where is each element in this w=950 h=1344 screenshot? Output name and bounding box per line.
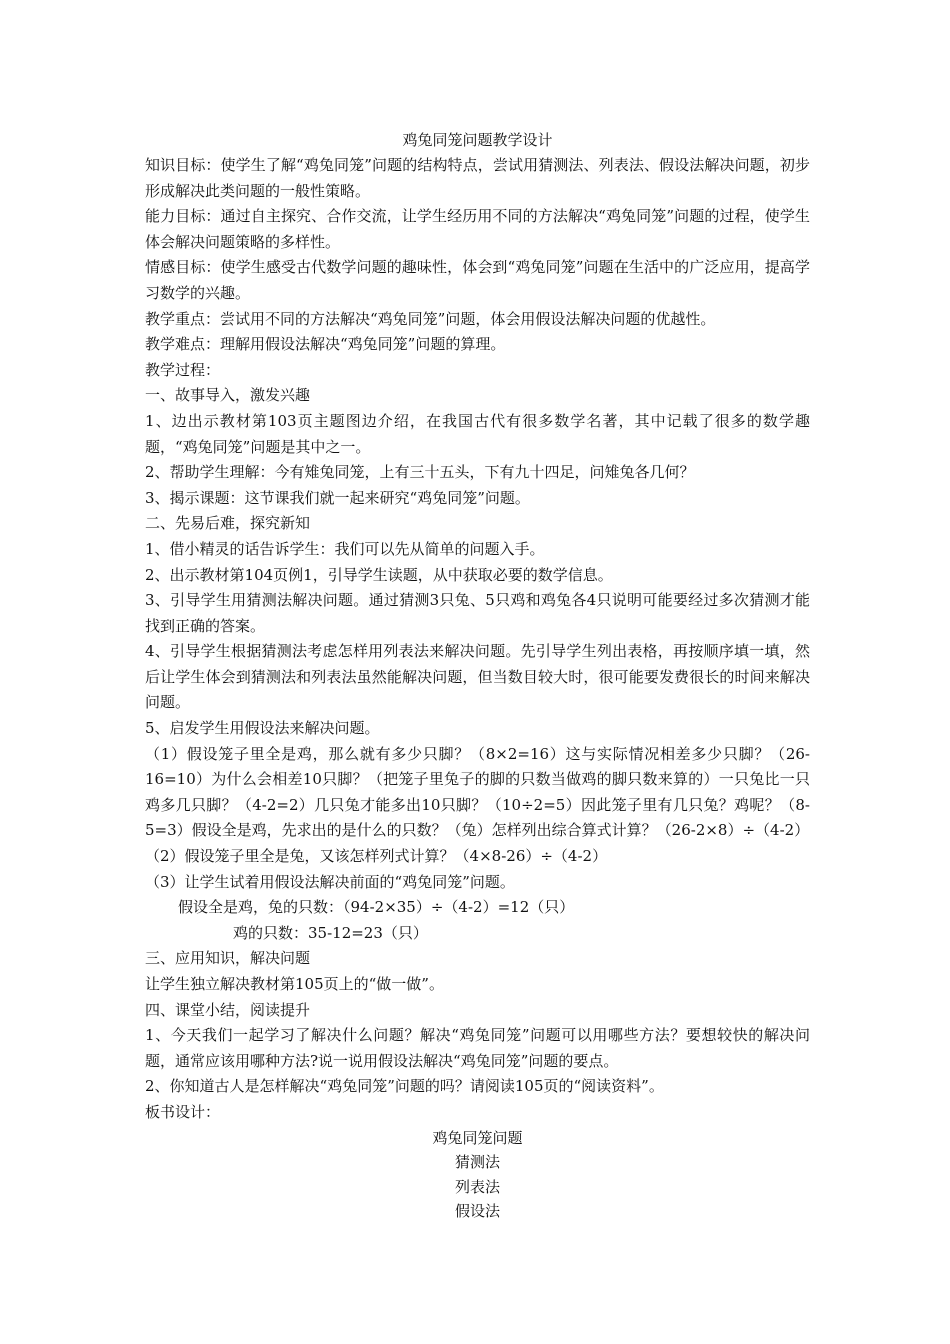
list-item: 3、揭示课题：这节课我们就一起来研究“鸡兔同笼”问题。 [145,488,530,507]
sub-item: （1）假设笼子里全是鸡，那么就有多少只脚？（8×2=16）这与实际情况相差多少只脚？（26-16=10）为什么会相差10只脚？（把笼子里兔子的脚的只数当做鸡的脚只数来算的）一只兔比一只鸡多几只脚？（4-2=2）几只兔才能多出10只脚？（10÷2=5）因此笼子里有几只兔？鸡呢？（8-5=3）假设全是鸡，先求出的是什么的只数？（兔）怎样列出综合算式计算？（26-2×8）÷（4-2） [145,744,810,840]
document-content [145,128,810,1224]
list-item: 5、启发学生用假设法来解决问题。 [145,719,380,738]
teaching-focus: 教学重点：尝试用不同的方法解决“鸡兔同笼”问题，体会用假设法解决问题的优越性。 [145,309,716,328]
calculation-line: 鸡的只数：35-12=23（只） [233,923,428,942]
paragraph: 让学生独立解决教材第105页上的“做一做”。 [145,975,444,993]
list-item: 1、今天我们一起学习了解决什么问题？解决“鸡兔同笼”问题可以用哪些方法？要想较快的解决问题，通常应该用哪种方法?说一说用假设法解决“鸡兔同笼”问题的要点。 [145,1026,810,1070]
teaching-process-label: 教学过程： [145,360,221,379]
section-heading: 三、应用知识，解决问题 [145,949,311,968]
board-design [145,1126,810,1224]
list-item: 1、借小精灵的话告诉学生：我们可以先从简单的问题入手。 [145,539,545,558]
teaching-difficulty: 教学难点：理解用假设法解决“鸡兔同笼”问题的算理。 [145,335,506,354]
list-item: 2、出示教材第104页例1，引导学生读题，从中获取必要的数学信息。 [145,565,613,584]
section-heading: 四、课堂小结，阅读提升 [145,1000,311,1019]
board-title: 鸡兔同笼问题 [432,1128,523,1147]
knowledge-objective: 知识目标：使学生了解“鸡兔同笼”问题的结构特点，尝试用猜测法、列表法、假设法解决问题，初步形成解决此类问题的一般性策略。 [145,156,810,200]
list-item: 1、边出示教材第103页主题图边介绍，在我国古代有很多数学名著，其中记载了很多的数学趣题，“鸡兔同笼”问题是其中之一。 [145,411,810,456]
calculation-line: 假设全是鸡，兔的只数：（94-2×35）÷（4-2）=12（只） [178,898,575,917]
ability-objective: 能力目标：通过自主探究、合作交流，让学生经历用不同的方法解决“鸡兔同笼”问题的过程，使学生体会解决问题策略的多样性。 [145,207,810,251]
board-method: 猜测法 [454,1153,500,1172]
board-method: 假设法 [454,1202,500,1221]
list-item: 3、引导学生用猜测法解决问题。通过猜测3只兔、5只鸡和鸡兔各4只说明可能要经过多次猜测才能找到正确的答案。 [145,591,810,635]
list-item: 4、引导学生根据猜测法考虑怎样用列表法来解决问题。先引导学生列出表格，再按顺序填一填，然后让学生体会到猜测法和列表法虽然能解决问题，但当数目较大时，很可能要发费很长的时间来解决问题。 [145,642,810,712]
emotion-objective: 情感目标：使学生感受古代数学问题的趣味性，体会到“鸡兔同笼”问题在生活中的广泛应用，提高学习数学的兴趣。 [145,258,810,302]
list-item: 2、帮助学生理解：今有雉兔同笼，上有三十五头，下有九十四足，问雉兔各几何？ [145,463,695,482]
section-heading: 二、先易后难，探究新知 [145,514,311,533]
board-design-label: 板书设计： [145,1102,221,1121]
document-title: 鸡兔同笼问题教学设计 [402,131,553,149]
board-method: 列表法 [454,1177,500,1196]
sub-item: （2）假设笼子里全是兔，又该怎样列式计算？（4×8-26）÷（4-2） [145,847,608,866]
list-item: 2、你知道古人是怎样解决“鸡兔同笼”问题的吗？请阅读105页的“阅读资料”。 [145,1077,664,1096]
sub-item: （3）让学生试着用假设法解决前面的“鸡兔同笼”问题。 [145,872,515,891]
section-heading: 一、故事导入，激发兴趣 [145,386,311,405]
